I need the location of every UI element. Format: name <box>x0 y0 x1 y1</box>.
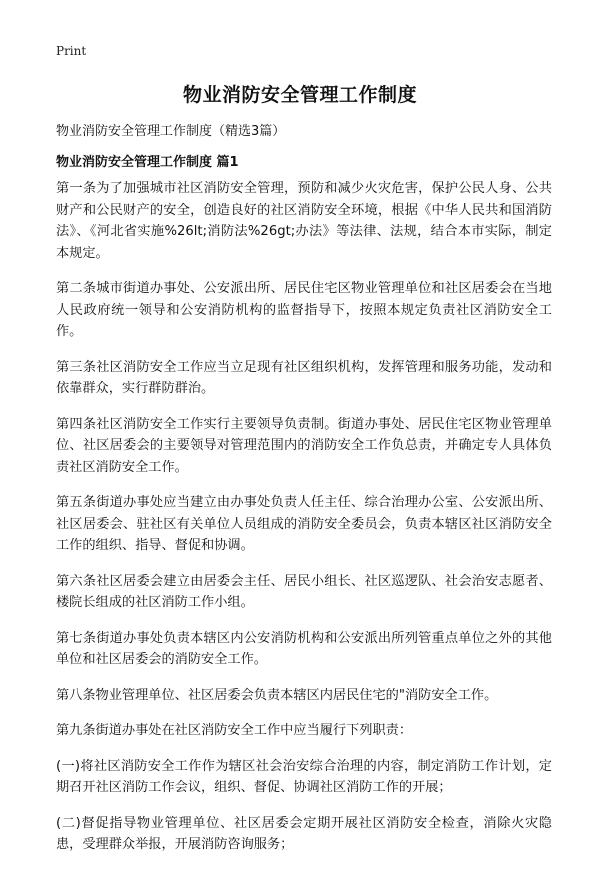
paragraph-article-4: 第四条社区消防安全工作实行主要领导负责制。街道办事处、居民住宅区物业管理单位、社区居委会的主要领导对管理范围内的消防安全工作负总责，并确定专人具体负责社区消防安全工作。 <box>56 416 552 475</box>
paragraph-item-1: (一)将社区消防安全工作作为辖区社会治安综合治理的内容，制定消防工作计划，定期召开社区消防工作会议，组织、督促、协调社区消防工作的开展； <box>56 758 552 795</box>
paragraph-article-7: 第七条街道办事处负责本辖区内公安消防机构和公安派出所列管重点单位之外的其他单位和社区居委会的消防安全工作。 <box>56 630 552 667</box>
paragraph-article-1: 第一条为了加强城市社区消防安全管理，预防和减少火灾危害，保护公民人身、公共财产和公民财产的安全，创造良好的社区消防安全环境，根据《中华人民共和国消防法》、《河北省实施%26lt;消防法%26gt;办法》等法律、法规，结合本市实际，制定本规定。 <box>56 181 552 261</box>
document-body <box>56 178 552 870</box>
document-subtitle: 物业消防安全管理工作制度（精选3篇） <box>56 124 286 139</box>
paragraph-article-2: 第二条城市街道办事处、公安派出所、居民住宅区物业管理单位和社区居委会在当地人民政府统一领导和公安消防机构的监督指导下，按照本规定负责社区消防安全工作。 <box>56 281 552 339</box>
paragraph-article-8: 第八条物业管理单位、社区居委会负责本辖区内居民住宅的"消防安全工作。 <box>56 687 498 703</box>
section-heading: 物业消防安全管理工作制度 篇1 <box>56 155 239 170</box>
paragraph-article-9: 第九条街道办事处在社区消防安全工作中应当履行下列职责： <box>56 723 413 738</box>
page-title: 物业消防安全管理工作制度 <box>182 84 417 106</box>
paragraph-item-2: (二)督促指导物业管理单位、社区居委会定期开展社区消防安全检查，消除火灾隐患，受理群众举报，开展消防咨询服务； <box>56 815 552 852</box>
paragraph-article-3: 第三条社区消防安全工作应当立足现有社区组织机构，发挥管理和服务功能，发动和依靠群众，实行群防群治。 <box>56 359 552 396</box>
paragraph-article-6: 第六条社区居委会建立由居委会主任、居民小组长、社区巡逻队、社会治安志愿者、楼院长组成的社区消防工作小组。 <box>56 573 552 610</box>
paragraph-article-5: 第五条街道办事处应当建立由办事处负责人任主任、综合治理办公室、公安派出所、社区居委会、驻社区有关单位人员组成的消防安全委员会，负责本辖区社区消防安全工作的组织、指导、督促和协调。 <box>56 495 552 553</box>
print-link[interactable]: Print <box>56 44 87 58</box>
